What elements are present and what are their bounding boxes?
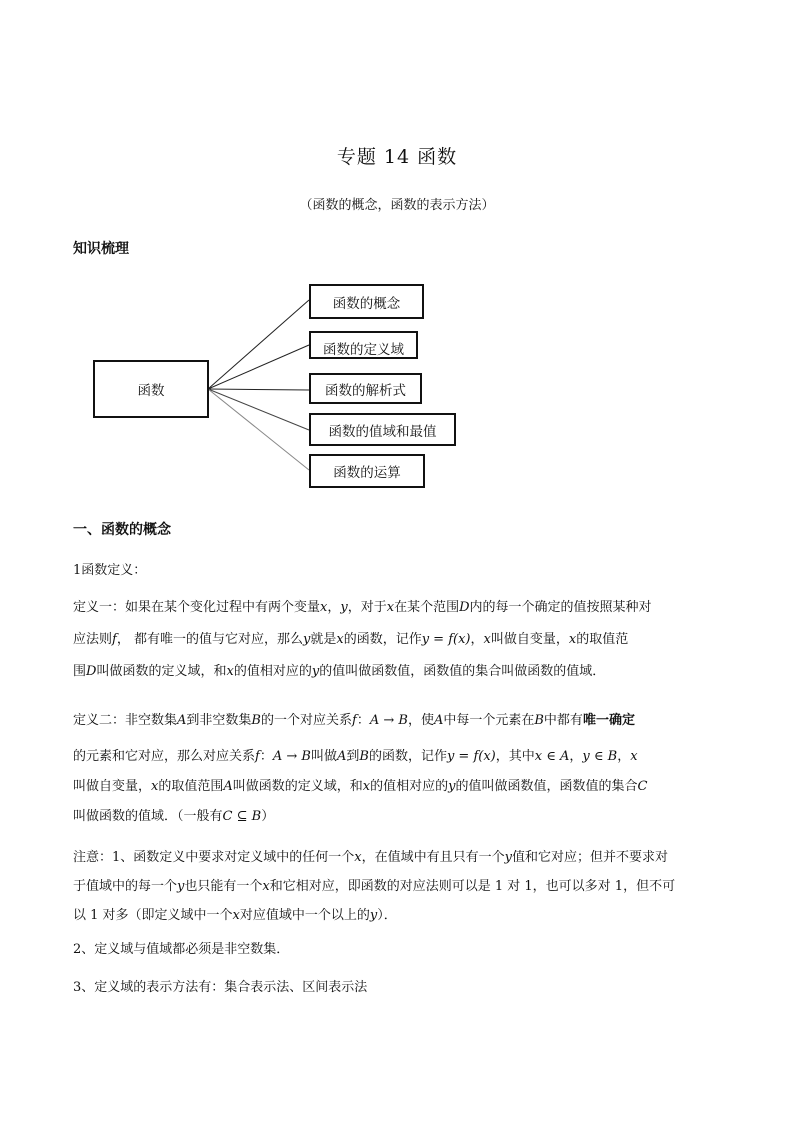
item1-heading: 1函数定义：	[73, 563, 147, 578]
diagram-node-expression: 函数的解析式	[309, 373, 422, 404]
def2-line4: 叫做函数的值域．（一般有C ⊆ B）	[73, 809, 275, 824]
diagram-node-range: 函数的值域和最值	[309, 413, 456, 446]
note-line3: 以 1 对多（即定义域中一个x对应值域中一个以上的y）．	[73, 908, 397, 923]
diagram-root-node: 函数	[93, 360, 209, 418]
def1-line3: 围D叫做函数的定义域，和x的值相对应的y的值叫做函数值，函数值的集合叫做函数的值域．	[73, 664, 606, 679]
definition-one	[73, 592, 723, 688]
def2-line3: 叫做自变量，x的取值范围A叫做函数的定义域，和x的值相对应的y的值叫做函数值，函数值的集合C	[73, 779, 648, 794]
page-title: 专题 14 函数	[336, 146, 458, 168]
item3-text: 3、定义域的表示方法有：集合表示法、区间表示法	[73, 980, 368, 995]
definition-two	[73, 706, 723, 832]
def2-line1: 定义二：非空数集A到非空数集B的一个对应关系f：A → B，使A中每一个元素在B中都有唯一确定	[73, 713, 635, 728]
section1-heading: 一、函数的概念	[73, 522, 171, 538]
concept-diagram	[0, 0, 794, 520]
diagram-node-domain: 函数的定义域	[309, 331, 418, 359]
section-knowledge-heading: 知识梳理	[73, 241, 129, 257]
def1-line1: 定义一：如果在某个变化过程中有两个变量x，y，对于x在某个范围D内的每一个确定的值按照某种对	[73, 600, 652, 615]
note-paragraph	[73, 843, 723, 930]
diagram-node-operations: 函数的运算	[309, 454, 425, 488]
note-line1: 注意：1、函数定义中要求对定义域中的任何一个x，在值域中有且只有一个y值和它对应；但并不要求对	[73, 850, 669, 865]
diagram-node-concept: 函数的概念	[309, 284, 424, 319]
item2-text: 2、定义域与值域都必须是非空数集．	[73, 942, 290, 957]
page-subtitle: （函数的概念，函数的表示方法）	[299, 198, 495, 213]
def1-line2: 应法则f， 都有唯一的值与它对应，那么y就是x的函数，记作y = f(x)，x叫做自变量，x的取值范	[73, 632, 629, 647]
def2-line2: 的元素和它对应，那么对应关系f：A → B叫做A到B的函数，记作y = f(x)，其中x ∈ A，y ∈ B，x	[73, 749, 638, 764]
note-line2: 于值域中的每一个y也只能有一个x和它相对应，即函数的对应法则可以是 1 对 1，也可以多对 1，但不可	[73, 879, 676, 894]
